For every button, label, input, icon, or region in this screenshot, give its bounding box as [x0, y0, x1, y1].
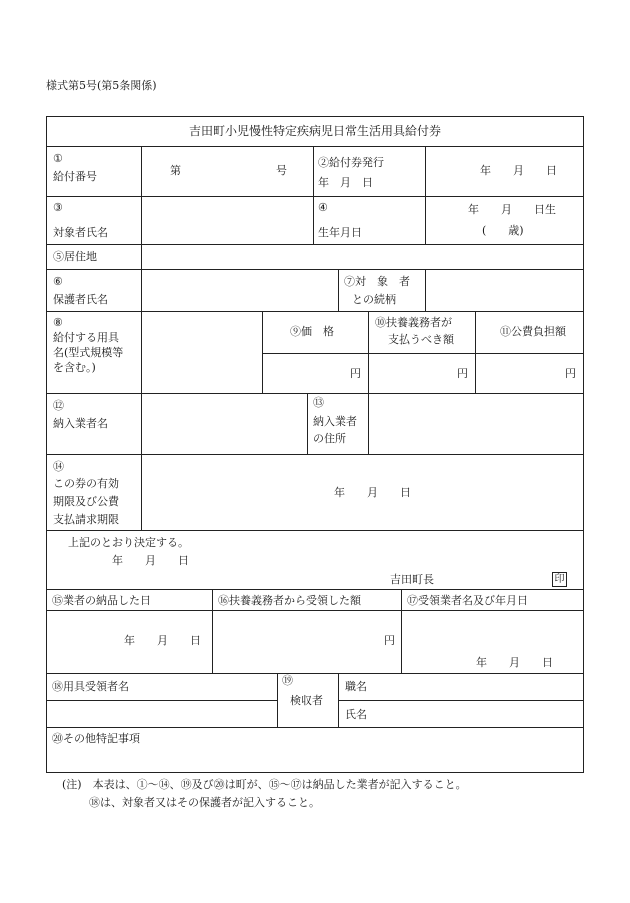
item-14-label-3: 支払請求期限	[53, 513, 119, 526]
item-4-label: 生年月日	[318, 226, 362, 239]
form-number: 様式第5号(第5条関係)	[46, 79, 157, 92]
note-line-2: ⑱は、対象者又はその保護者が記入すること。	[89, 796, 320, 809]
item-19-number: ⑲	[282, 674, 293, 687]
item-10-label-a: ⑩扶養義務者が	[375, 316, 452, 329]
received-yen: 円	[384, 634, 395, 647]
item-3-label: 対象者氏名	[53, 226, 108, 239]
item-1-go: 号	[276, 164, 287, 177]
item-1-dai: 第	[170, 164, 181, 177]
item-4-number: ④	[318, 201, 328, 214]
mayor-label: 吉田町長	[390, 573, 434, 586]
item-5-label: ⑤居住地	[53, 250, 97, 263]
item-8-label-1: 給付する用具	[53, 331, 119, 344]
item-13-number: ⑬	[313, 396, 324, 409]
item-13-label-a: 納入業者	[313, 415, 357, 428]
item-13-label-b: の住所	[313, 432, 346, 445]
issue-date: 年 月 日	[480, 164, 557, 177]
kohi-yen: 円	[565, 367, 576, 380]
delivery-date: 年 月 日	[124, 634, 201, 647]
item-6-label: 保護者氏名	[53, 293, 108, 306]
item-6-number: ⑥	[53, 275, 63, 288]
item-9-label: ⑨価 格	[290, 325, 334, 338]
inspector-name-label: 氏名	[345, 708, 367, 721]
item-20-label: ⑳その他特記事項	[52, 732, 140, 745]
item-19-label: 検収者	[290, 694, 323, 707]
item-14-label-1: この券の有効	[53, 477, 119, 490]
decision-text: 上記のとおり決定する。	[68, 536, 189, 549]
expiry-date: 年 月 日	[334, 486, 411, 499]
item-3-number: ③	[53, 201, 63, 214]
item-14-label-2: 期限及び公費	[53, 495, 119, 508]
item-17-label: ⑰受領業者名及び年月日	[407, 594, 528, 607]
item-12-number: ⑫	[53, 399, 64, 412]
item-15-label: ⑮業者の納品した日	[52, 594, 151, 607]
item-2-label: ②給付券発行	[318, 156, 384, 169]
form-title: 吉田町小児慢性特定疾病児日常生活用具給付券	[188, 124, 441, 138]
age: ( 歳)	[482, 224, 524, 237]
note-line-1: (注) 本表は、①～⑭、⑲及び⑳は町が、⑮～⑰は納品した業者が記入すること。	[62, 778, 467, 791]
item-1-label: 給付番号	[53, 170, 97, 183]
decision-date: 年 月 日	[112, 554, 189, 567]
item-8-label-3: を含む。)	[53, 361, 96, 374]
item-11-label: ⑪公費負担額	[500, 325, 566, 338]
item-12-label: 納入業者名	[53, 417, 108, 430]
item-8-number: ⑧	[53, 316, 63, 329]
item-16-label: ⑯扶養義務者から受領した額	[218, 594, 361, 607]
receipt-date: 年 月 日	[476, 656, 553, 669]
item-18-label: ⑱用具受領者名	[52, 680, 129, 693]
item-7-label-b: との続柄	[352, 293, 396, 306]
seal-mark: 印	[552, 572, 567, 587]
item-2-sub: 年 月 日	[318, 176, 373, 189]
birth-date: 年 月 日生	[468, 203, 556, 216]
price-yen: 円	[350, 367, 361, 380]
fuyo-yen: 円	[457, 367, 468, 380]
item-10-label-b: 支払うべき額	[388, 333, 454, 346]
item-1-number: ①	[53, 152, 63, 165]
inspector-title-label: 職名	[345, 680, 367, 693]
item-7-label-a: ⑦対 象 者	[344, 275, 410, 288]
item-8-label-2: 名(型式規模等	[53, 346, 124, 359]
item-14-number: ⑭	[53, 460, 64, 473]
